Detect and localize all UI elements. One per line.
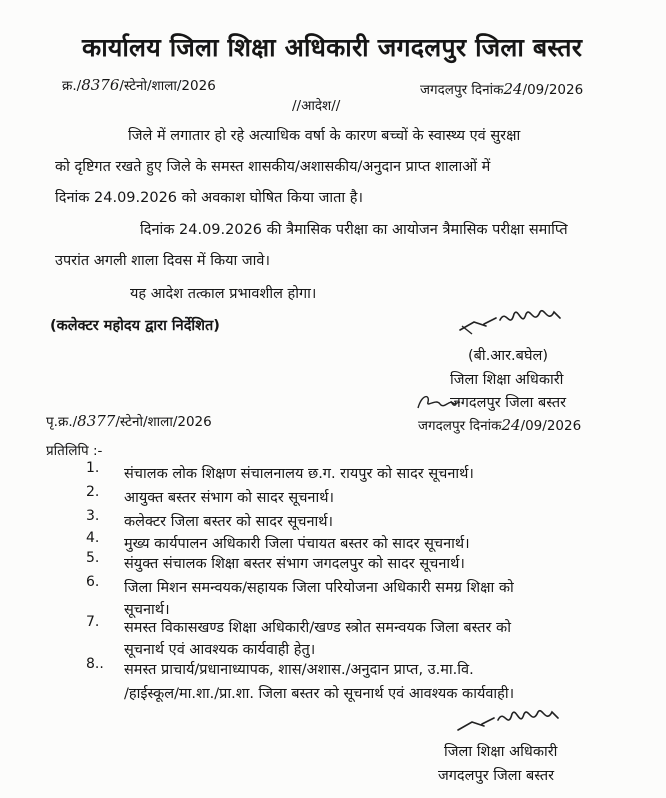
list-number: 3.	[86, 508, 100, 524]
signatory-place-1: जगदलपुर जिला बस्तर	[450, 395, 567, 411]
initials-mark	[414, 390, 464, 416]
para2-line1: दिनांक 24.09.2026 की त्रैमासिक परीक्षा का आयोजन त्रैमासिक परीक्षा समाप्ति	[140, 222, 568, 238]
order-date	[420, 80, 583, 98]
date-suffix: /09/2026	[522, 82, 584, 98]
ref-number-handwritten: 8376	[81, 76, 120, 94]
signature-2-image	[454, 704, 574, 740]
date2-suffix: /09/2026	[520, 418, 582, 434]
ref-suffix: /स्टेनो/शाला/2026	[119, 78, 216, 94]
list-text: आयुक्त बस्तर संभाग को सादर सूचनार्थ।	[124, 490, 334, 506]
endorsement-reference	[46, 412, 212, 430]
list-text: मुख्य कार्यपालन अधिकारी जिला पंचायत बस्तर को सादर सूचनार्थ।	[124, 536, 470, 552]
copy-label: प्रतिलिपि :-	[46, 443, 103, 459]
list-number: 6.	[86, 574, 100, 590]
date-prefix: जगदलपुर दिनांक	[420, 82, 504, 98]
list-text: समस्त प्राचार्य/प्रधानाध्यापक, शास/अशास./अनुदान प्राप्त, उ.मा.वि.	[124, 662, 474, 678]
signatory-place-2: जगदलपुर जिला बस्तर	[438, 768, 555, 784]
list-text: संचालक लोक शिक्षण संचालनालय छ.ग. रायपुर को सादर सूचनार्थ।	[124, 466, 474, 482]
ref2-number-handwritten: 8377	[77, 412, 116, 430]
list-text: सूचनार्थ एवं आवश्यक कार्यवाही हेतु।	[124, 642, 316, 658]
para1-line2: को दृष्टिगत रखते हुए जिले के समस्त शासकीय/अशासकीय/अनुदान प्राप्त शालाओं में	[55, 159, 491, 175]
list-text: जिला मिशन समन्वयक/सहायक जिला परियोजना अधिकारी समग्र शिक्षा को	[124, 580, 514, 596]
list-text: संयुक्त संचालक शिक्षा बस्तर संभाग जगदलपुर को सादर सूचनार्थ।	[124, 556, 465, 572]
signature-1-image	[456, 300, 576, 340]
list-number: 8..	[86, 656, 104, 672]
list-number: 1.	[86, 460, 100, 476]
list-number: 2.	[86, 484, 100, 500]
date2-day-handwritten: 24	[501, 416, 521, 434]
signatory-designation-2: जिला शिक्षा अधिकारी	[444, 744, 558, 760]
date-day-handwritten: 24	[503, 80, 523, 98]
directed-by: (कलेक्टर महोदय द्वारा निर्देशित)	[50, 318, 220, 334]
ref-prefix: क्र./	[62, 78, 82, 94]
list-number: 7.	[86, 614, 100, 630]
para1-line3: दिनांक 24.09.2026 को अवकाश घोषित किया जाता है।	[55, 190, 363, 206]
list-text: /हाईस्कूल/मा.शा./प्रा.शा. जिला बस्तर को सूचनार्थ एवं आवश्यक कार्यवाही।	[124, 686, 515, 702]
ref2-prefix: पृ.क्र./	[46, 414, 78, 430]
date2-prefix: जगदलपुर दिनांक	[418, 418, 502, 434]
para2-line2: उपरांत अगली शाला दिवस में किया जावे।	[55, 253, 270, 269]
list-number: 4.	[86, 530, 100, 546]
order-reference	[62, 76, 216, 94]
office-title: कार्यालय जिला शिक्षा अधिकारी जगदलपुर जिला बस्तर	[82, 33, 583, 62]
list-text: समस्त विकासखण्ड शिक्षा अधिकारी/खण्ड स्त्रोत समन्वयक जिला बस्तर को	[124, 620, 511, 636]
endorsement-date	[418, 416, 581, 434]
para1-line1: जिले में लगातार हो रहे अत्याधिक वर्षा के कारण बच्चों के स्वास्थ्य एवं सुरक्षा	[128, 128, 521, 144]
para3: यह आदेश तत्काल प्रभावशील होगा।	[130, 286, 317, 302]
signatory-name: (बी.आर.बघेल)	[468, 348, 548, 364]
order-heading: //आदेश//	[292, 98, 341, 114]
ref2-suffix: /स्टेनो/शाला/2026	[115, 414, 212, 430]
signatory-designation-1: जिला शिक्षा अधिकारी	[450, 372, 564, 388]
list-text: कलेक्टर जिला बस्तर को सादर सूचनार्थ।	[124, 514, 334, 530]
list-number: 5.	[86, 550, 100, 566]
list-text: सूचनार्थ।	[124, 602, 170, 618]
